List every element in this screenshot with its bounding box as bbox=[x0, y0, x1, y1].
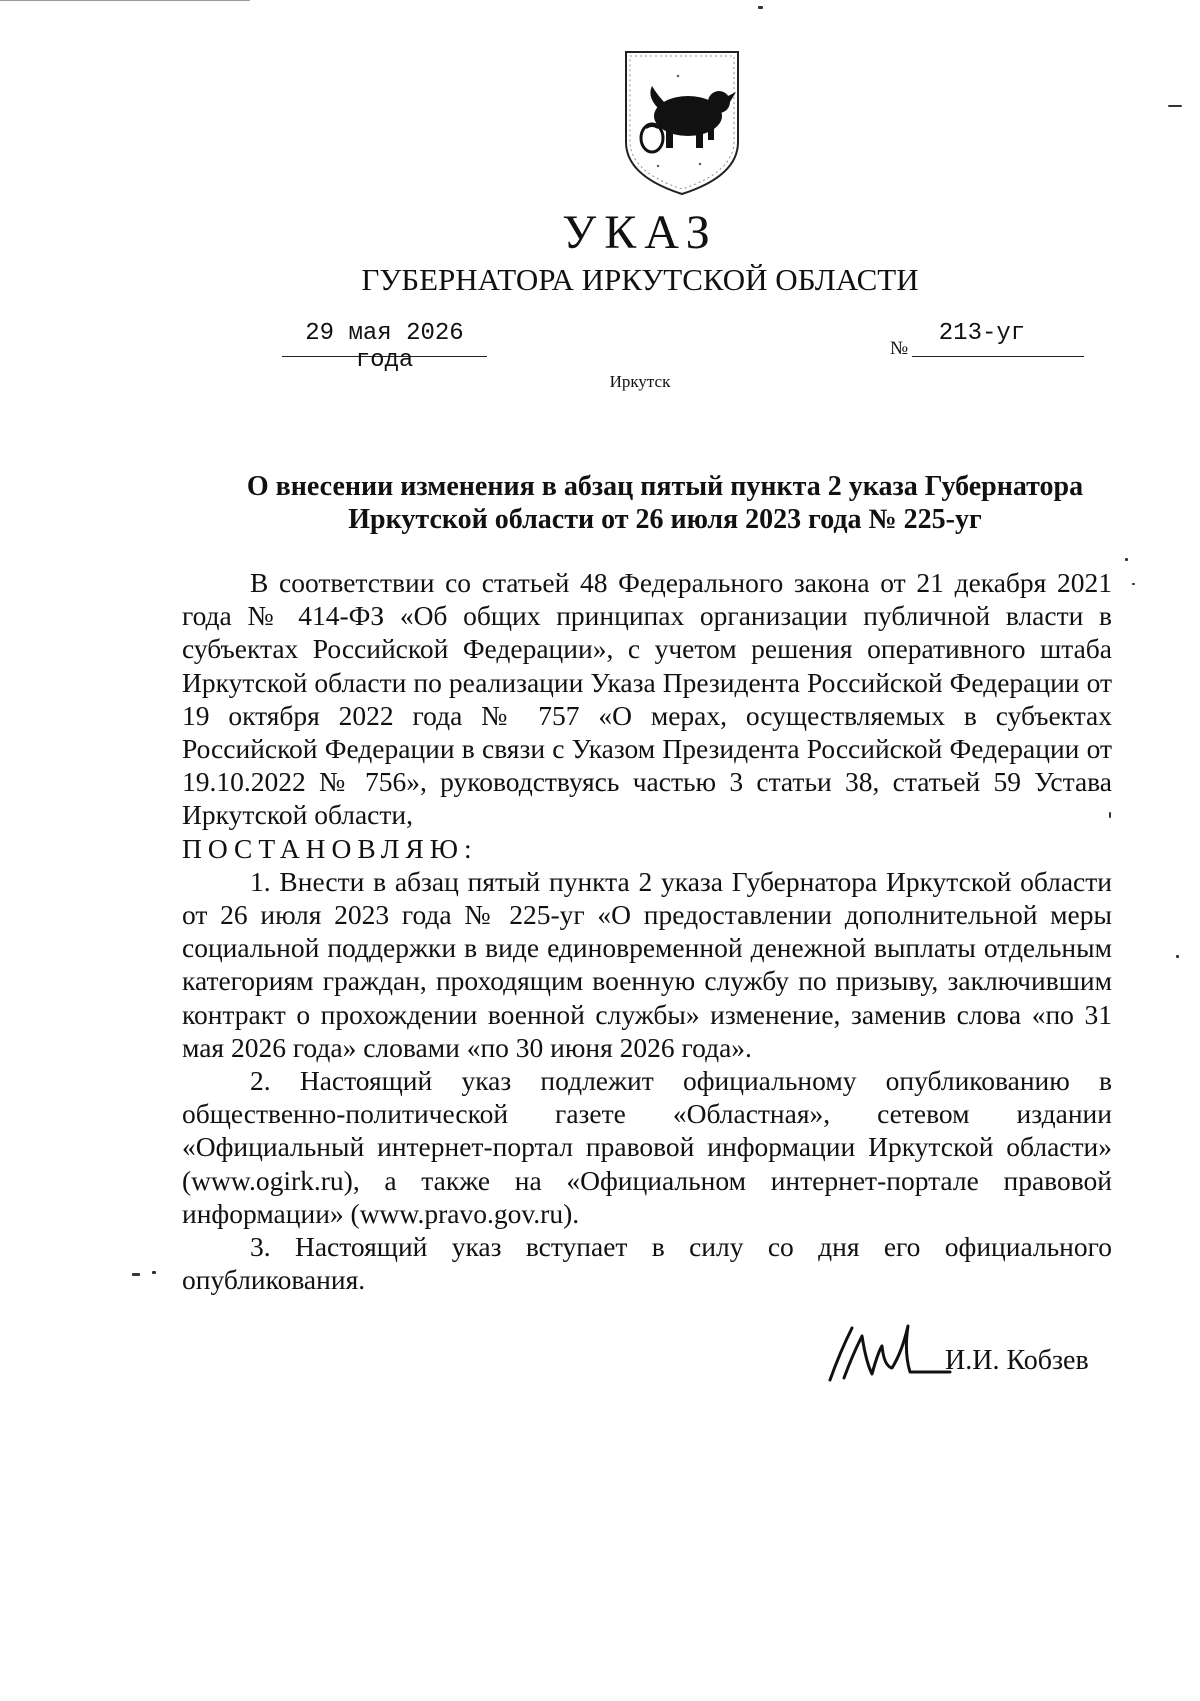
item-paragraph: 3. Настоящий указ вступает в силу со дня его официального опубликования. bbox=[182, 1231, 1112, 1296]
handwritten-signature bbox=[822, 1322, 952, 1384]
scan-artifact bbox=[0, 0, 250, 1]
decree-word: ПОСТАНОВЛЯЮ: bbox=[182, 832, 478, 864]
scan-artifact bbox=[1132, 583, 1135, 585]
preamble-paragraph: В соответствии со статьей 48 Федерального закона от 21 декабря 2021 года № 414-ФЗ «Об общих принципах организации публичной власти в субъектах Российской Федерации», с учетом решения оперативного штаба Иркутской области по реализации Указа Президента Российской Федерации от 19 октября 2022 года № 757 «О мерах, осуществляемых в субъектах Российской Федерации в связи с Указом Президента Российской Федерации от 19.10.2022 № 756», руководствуясь частью 3 статьи 38, статьей 59 Устава Иркутской области, bbox=[182, 567, 1112, 831]
signer-name: И.И. Кобзев bbox=[945, 1345, 1089, 1376]
document-body bbox=[182, 566, 1112, 1296]
scan-artifact bbox=[1176, 955, 1179, 958]
document-title: О внесении изменения в абзац пятый пункта 2 указа Губернатора Иркутской области от 26 июля 2023 года № 225-уг bbox=[246, 471, 1084, 535]
scan-artifact bbox=[758, 6, 763, 9]
item-paragraph: 2. Настоящий указ подлежит официальному опубликованию в общественно-политической газете «Областная», сетевом издании «Официальный интернет-портал правовой информации Иркутской области» (www.ogirk.ru), а также на «Официальном интернет-портале правовой информации» (www.pravo.gov.ru). bbox=[182, 1065, 1112, 1229]
date-field bbox=[282, 320, 487, 374]
scan-artifact bbox=[1125, 558, 1128, 561]
number-field bbox=[912, 320, 1084, 357]
document-number: 213-уг bbox=[938, 320, 1026, 347]
item-paragraph: 1. Внести в абзац пятый пункта 2 указа Губернатора Иркутской области от 26 июля 2023 года № 225-уг «О предоставлении дополнительной меры социальной поддержки в виде единовременной денежной выплаты отдельным категориям граждан, проходящим военную службу по призыву, заключившим контракт о прохождении военной службы» изменение, заменив слова «по 31 мая 2026 года» словами «по 30 июня 2026 года». bbox=[182, 865, 1112, 1063]
coat-of-arms-icon bbox=[618, 46, 746, 198]
scan-artifact bbox=[132, 1273, 140, 1276]
issuer-name: ГУБЕРНАТОРА ИРКУТСКОЙ ОБЛАСТИ bbox=[361, 262, 919, 297]
place-of-issue: Иркутск bbox=[609, 372, 671, 391]
scan-artifact bbox=[1168, 105, 1182, 107]
document-type: УКАЗ bbox=[562, 206, 718, 259]
scan-artifact bbox=[152, 1271, 156, 1274]
number-label: № bbox=[890, 338, 909, 359]
document-date: 29 мая 2026 года bbox=[305, 320, 464, 374]
